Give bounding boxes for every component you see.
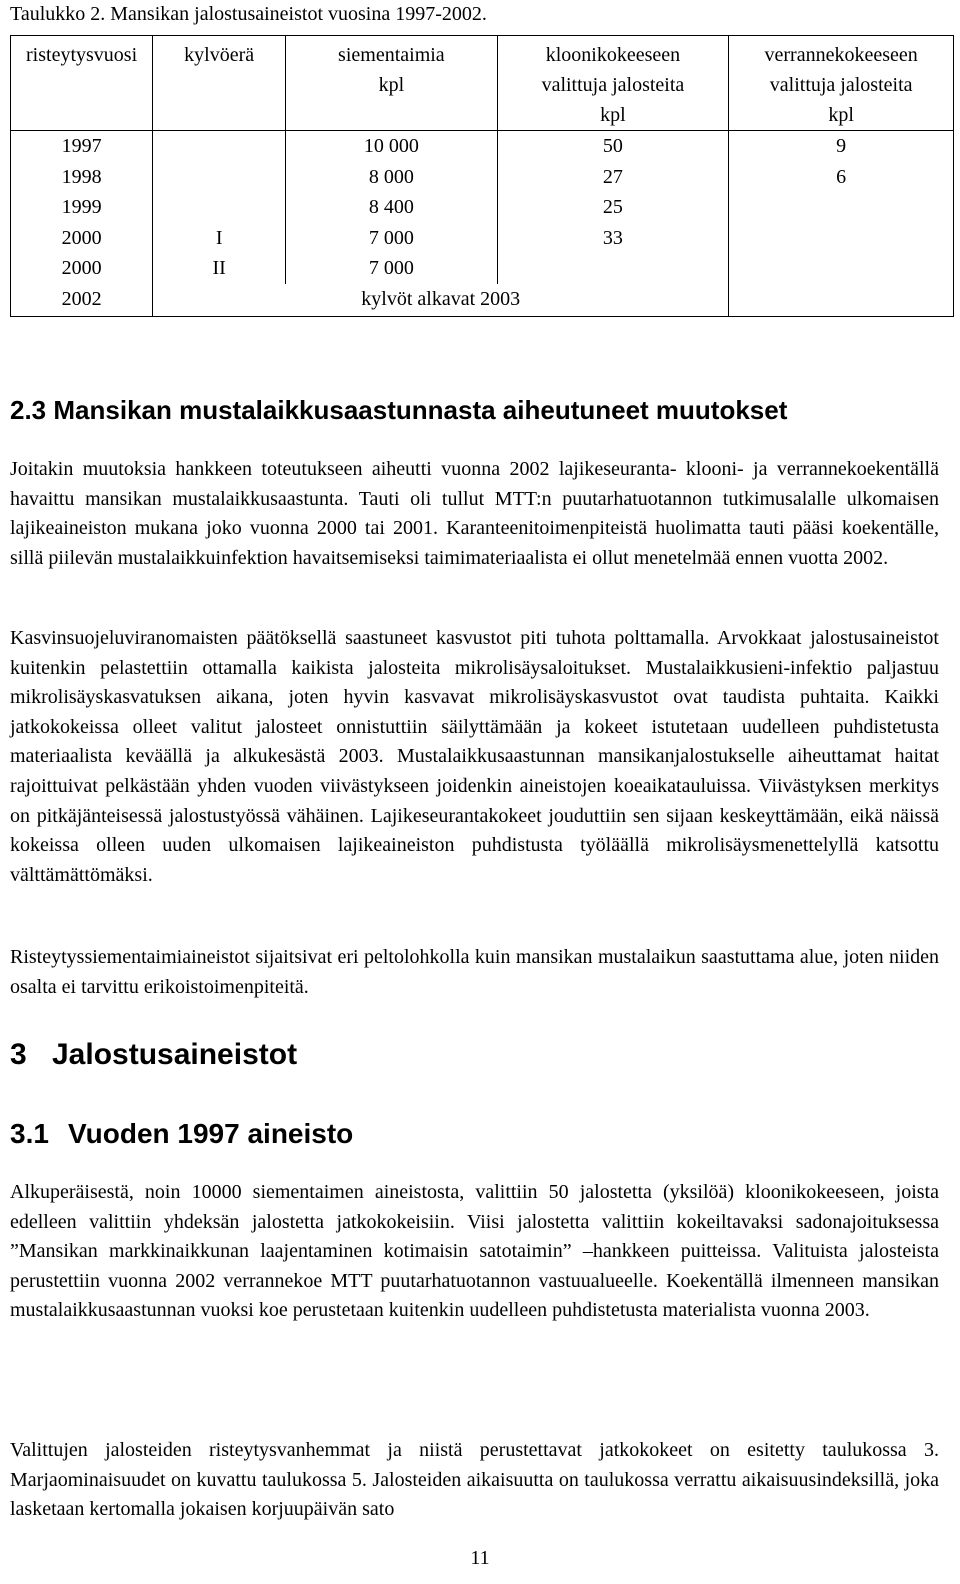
cell-comparison bbox=[729, 253, 954, 284]
table-caption: Taulukko 2. Mansikan jalostusaineistot vuosina 1997-2002. bbox=[10, 3, 487, 25]
section-number: 3 bbox=[10, 1038, 27, 1071]
section-heading-2-3 bbox=[10, 392, 787, 428]
paragraph: Kasvinsuojeluviranomaisten päätöksellä saastuneet kasvustot piti tuhota polttamalla. Arvokkaat jalostusaineistot kuitenkin pelastettiin ottamalla kaikista jalosteita mikrolisäysaloitukset. Mustalaikkusieni-infektio paljastuu mikrolisäyskasvatuksen aikana, joten hyvin kasvavat mikrolisäyskasvustot ovat taudista puhtaita. Kaikki jatkokokeissa olleet valitut jalosteet onnistuttiin säilyttämään ja kokeet istutetaan uudelleen puhdistetusta materiaalista keväällä ja alkukesästä 2003. Mustalaikkusaastunnan mansikanjalostukselle aiheuttamat haitat rajoittuivat pelkästään yhden vuoden viivästykseen joidenkin aineistojen koeaikatauluissa. Viivästyksen merkitys on pitkäjänteisessä jalostustyössä vähäinen. Lajikeseurantakokeet jouduttiin sen sijaan keskeyttämään, eikä näissä kokeissa olleen uuden ulkomaisen lajikeaineiston puhdistusta työläällä mikrolisäysmenettelyllä katsottu välttämättömäksi. bbox=[10, 627, 939, 886]
section-title: Vuoden 1997 aineisto bbox=[68, 1118, 354, 1149]
section-number: 2.3 bbox=[10, 395, 47, 425]
cell-clone bbox=[497, 253, 729, 284]
cell-clone: 33 bbox=[497, 223, 729, 254]
cell-year: 2002 bbox=[11, 284, 153, 317]
section-title: Jalostusaineistot bbox=[52, 1038, 298, 1071]
cell-comparison bbox=[729, 284, 954, 317]
cell-year: 1998 bbox=[11, 162, 153, 193]
header-sowing-batch: kylvöerä bbox=[153, 36, 286, 131]
cell-seedlings: 8 400 bbox=[286, 192, 497, 223]
cell-seedlings: 7 000 bbox=[286, 223, 497, 254]
section-heading-3 bbox=[10, 1035, 297, 1075]
section-number: 3.1 bbox=[10, 1118, 49, 1149]
table-row bbox=[11, 131, 954, 162]
cell-note: kylvöt alkavat 2003 bbox=[153, 284, 729, 317]
cell-year: 1997 bbox=[11, 131, 153, 162]
table-row bbox=[11, 253, 954, 284]
paragraph: Risteytyssiementaimiaineistot sijaitsivat eri peltolohkolla kuin mansikan mustalaikun saastuttama alue, joten niiden osalta ei tarvittu erikoistoimenpiteitä. bbox=[10, 946, 939, 998]
cell-year: 1999 bbox=[11, 192, 153, 223]
header-cross-year: risteytysvuosi bbox=[11, 36, 153, 131]
header-seedlings: siementaimia kpl bbox=[286, 36, 497, 131]
cell-batch bbox=[153, 131, 286, 162]
section-heading-3-1 bbox=[10, 1115, 353, 1153]
cell-comparison bbox=[729, 192, 954, 223]
cell-comparison: 6 bbox=[729, 162, 954, 193]
table-header-row bbox=[11, 36, 954, 131]
cell-year: 2000 bbox=[11, 253, 153, 284]
table-row bbox=[11, 192, 954, 223]
cell-comparison bbox=[729, 223, 954, 254]
breeding-material-table bbox=[10, 35, 954, 317]
table-row-last bbox=[11, 284, 954, 317]
cell-seedlings: 8 000 bbox=[286, 162, 497, 193]
paragraph: Joitakin muutoksia hankkeen toteutukseen aiheutti vuonna 2002 lajikeseuranta- klooni- ja verrannekoekentällä havaittu mansikan mustalaikkusaastunta. Tauti oli tullut MTT:n puutarhatuotannon tutkimusalalle ulkomaisen lajikeaineiston mukana joko vuonna 2000 tai 2001. Karanteenitoimenpiteistä huolimatta tauti pääsi koekentälle, sillä piilevän mustalaikkuinfektion havaitsemiseksi taimimateriaalista ei ollut menetelmää ennen vuotta 2002. bbox=[10, 458, 939, 569]
table-row bbox=[11, 162, 954, 193]
cell-clone: 50 bbox=[497, 131, 729, 162]
cell-clone: 25 bbox=[497, 192, 729, 223]
cell-batch bbox=[153, 192, 286, 223]
cell-year: 2000 bbox=[11, 223, 153, 254]
cell-batch: I bbox=[153, 223, 286, 254]
cell-seedlings: 7 000 bbox=[286, 253, 497, 284]
cell-comparison: 9 bbox=[729, 131, 954, 162]
section-title: Mansikan mustalaikkusaastunnasta aiheutuneet muutokset bbox=[53, 395, 788, 425]
header-comparison-trial: verrannekokeeseen valittuja jalosteita kpl bbox=[729, 36, 954, 131]
header-clone-trial: kloonikokeeseen valittuja jalosteita kpl bbox=[497, 36, 729, 131]
cell-seedlings: 10 000 bbox=[286, 131, 497, 162]
paragraph: Alkuperäisestä, noin 10000 siementaimen aineistosta, valittiin 50 jalostetta (yksilöä) kloonikokeeseen, joista edelleen valittiin yhdeksän jalostetta jatkokokeisiin. Viisi jalostetta valittiin kokeiltavaksi sadonajoituksessa ”Mansikan markkinaikkunan laajentaminen kotimaisin satotaimin” –hankkeen puitteissa. Valituista jalosteista perustettiin vuonna 2002 verrannekoe MTT puutarhatuotannon vastuualueelle. Koekentällä ilmenneen mansikan mustalaikkusaastunnan vuoksi koe perustetaan kuitenkin uudelleen puhdistetusta materialista vuonna 2003. bbox=[10, 1181, 939, 1322]
page-number: 11 bbox=[470, 1547, 490, 1569]
paragraph: Valittujen jalosteiden risteytysvanhemmat ja niistä perustettavat jatkokokeet on esitetty taulukossa 3. Marjaominaisuudet on kuvattu taulukossa 5. Jalosteiden aikaisuutta on taulukossa verrattu aikaisuusindeksillä, joka lasketaan kertomalla jokaisen korjuupäivän sato bbox=[10, 1439, 939, 1521]
table-row bbox=[11, 223, 954, 254]
cell-clone: 27 bbox=[497, 162, 729, 193]
cell-batch: II bbox=[153, 253, 286, 284]
cell-batch bbox=[153, 162, 286, 193]
